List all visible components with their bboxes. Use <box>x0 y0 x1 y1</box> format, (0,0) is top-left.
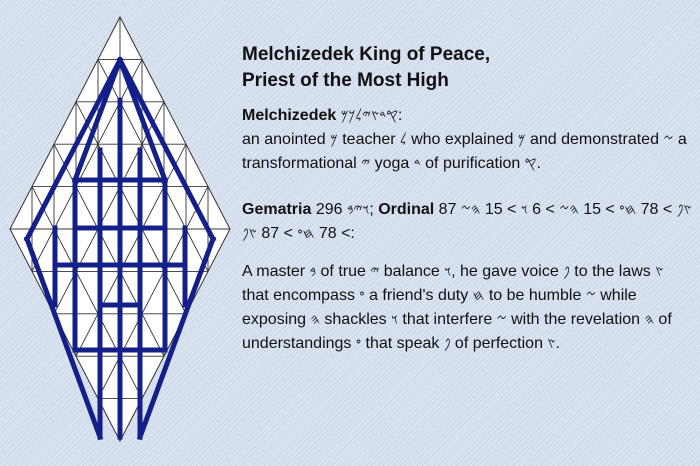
text-fragment: shackles <box>319 311 392 328</box>
letter-glyph: 𐤆 <box>663 132 674 148</box>
letter-glyph: 𐤇 <box>472 288 485 304</box>
ordinal-chain-end: : <box>350 225 355 242</box>
letter-glyph: 𐤇𐤏 <box>297 226 315 242</box>
ordinal-chain: > 15 <box>480 201 521 218</box>
letter-glyph: 𐤉 <box>361 156 371 172</box>
separator: ; <box>369 201 379 218</box>
text-fragment: a friend's duty <box>364 287 473 304</box>
text-fragment: who explained <box>406 131 518 148</box>
letter-glyph: 𐤐 <box>443 336 451 352</box>
letter-glyph: 𐤋 <box>400 132 407 148</box>
text-fragment: that interfere <box>397 311 497 328</box>
text-fragment: with the revelation <box>506 311 645 328</box>
text-fragment: and demonstrated <box>525 131 664 148</box>
ordinal-chain: 87 <box>434 201 461 218</box>
letter-glyph: 𐤇𐤏 <box>619 202 637 218</box>
letter-glyph: 𐤁 <box>309 264 317 280</box>
text-fragment: teacher <box>337 131 401 148</box>
description-paragraph <box>242 260 692 356</box>
title-line-1: Melchizedek King of Peace, <box>242 44 491 65</box>
text-fragment: that encompass <box>242 287 360 304</box>
text-fragment: of purification <box>420 155 525 172</box>
letter-glyph: 𐤆 <box>585 288 596 304</box>
letter-glyph: 𐤑 <box>655 264 664 280</box>
ordinal-chain: > 6 <box>527 201 560 218</box>
letter-glyph: 𐤅 <box>520 202 528 218</box>
text-fragment: to be humble <box>484 287 586 304</box>
text-fragment: of perfection <box>450 335 548 352</box>
letter-glyph: 𐤅 <box>444 264 452 280</box>
text-fragment: while exposing <box>242 287 637 328</box>
page-title <box>242 42 692 94</box>
letter-glyph: 𐤄𐤆 <box>559 202 579 218</box>
letter-glyph: 𐤑 <box>547 336 556 352</box>
term-script: 𐤒𐤃𐤑𐤉𐤋𐤊𐤌 <box>340 108 398 124</box>
text-panel <box>242 42 692 356</box>
letter-glyph: 𐤅 <box>391 312 398 328</box>
letter-glyph: 𐤄 <box>644 312 654 328</box>
ordinal-chain: > 78 <box>314 225 351 242</box>
text-fragment: balance <box>379 263 445 280</box>
gematria-value: 296 <box>315 201 343 218</box>
text-fragment: A master <box>242 263 310 280</box>
letter-glyph: 𐤆 <box>496 312 507 328</box>
melchizedek-glyph-diagram <box>0 0 240 466</box>
letter-glyph: 𐤏 <box>355 336 362 352</box>
text-fragment: of understandings <box>242 311 672 352</box>
letter-glyph: 𐤒 <box>524 156 537 172</box>
text-fragment: . <box>555 335 561 352</box>
text-fragment: an anointed <box>242 131 331 148</box>
text-fragment: . <box>536 155 541 172</box>
text-fragment: a transformational <box>242 131 687 172</box>
ordinal-label: Ordinal <box>378 201 435 218</box>
letter-glyph: 𐤌 <box>517 132 526 148</box>
ordinal-chain: > 78 <box>636 201 677 218</box>
term: Melchizedek <box>242 107 337 124</box>
title-line-2: Priest of the Most High <box>242 70 449 91</box>
gematria-label: Gematria <box>242 201 312 218</box>
letter-glyph: 𐤑𐤐 <box>242 226 257 242</box>
letter-glyph: 𐤑𐤐 <box>676 202 692 218</box>
letter-glyph: 𐤄 <box>310 312 320 328</box>
text-fragment: of true <box>316 263 371 280</box>
text-fragment: that speak <box>361 335 444 352</box>
letter-glyph: 𐤐 <box>563 264 570 280</box>
letter-glyph: 𐤄𐤆 <box>460 202 481 218</box>
text-fragment: to the laws <box>569 263 656 280</box>
definition-paragraph: Melchizedek 𐤒𐤃𐤑𐤉𐤋𐤊𐤌: an anointed 𐤌 teacher 𐤋 who explained 𐤌 and demonstrated 𐤆 a transformational 𐤉 yoga 𐤃 of purification 𐤒. <box>242 107 687 172</box>
gematria-script: 𐤅𐤉𐤁 <box>346 202 370 218</box>
letter-glyph: 𐤉 <box>370 264 380 280</box>
ordinal-chain: > 87 <box>256 225 298 242</box>
letter-glyph: 𐤏 <box>359 288 365 304</box>
letter-glyph: 𐤌 <box>330 132 338 148</box>
letter-glyph: 𐤃 <box>413 156 421 172</box>
text-fragment: yoga <box>370 155 414 172</box>
gematria-paragraph <box>242 198 692 246</box>
text-fragment: , he gave voice <box>451 263 564 280</box>
ordinal-chain: > 15 <box>578 201 620 218</box>
